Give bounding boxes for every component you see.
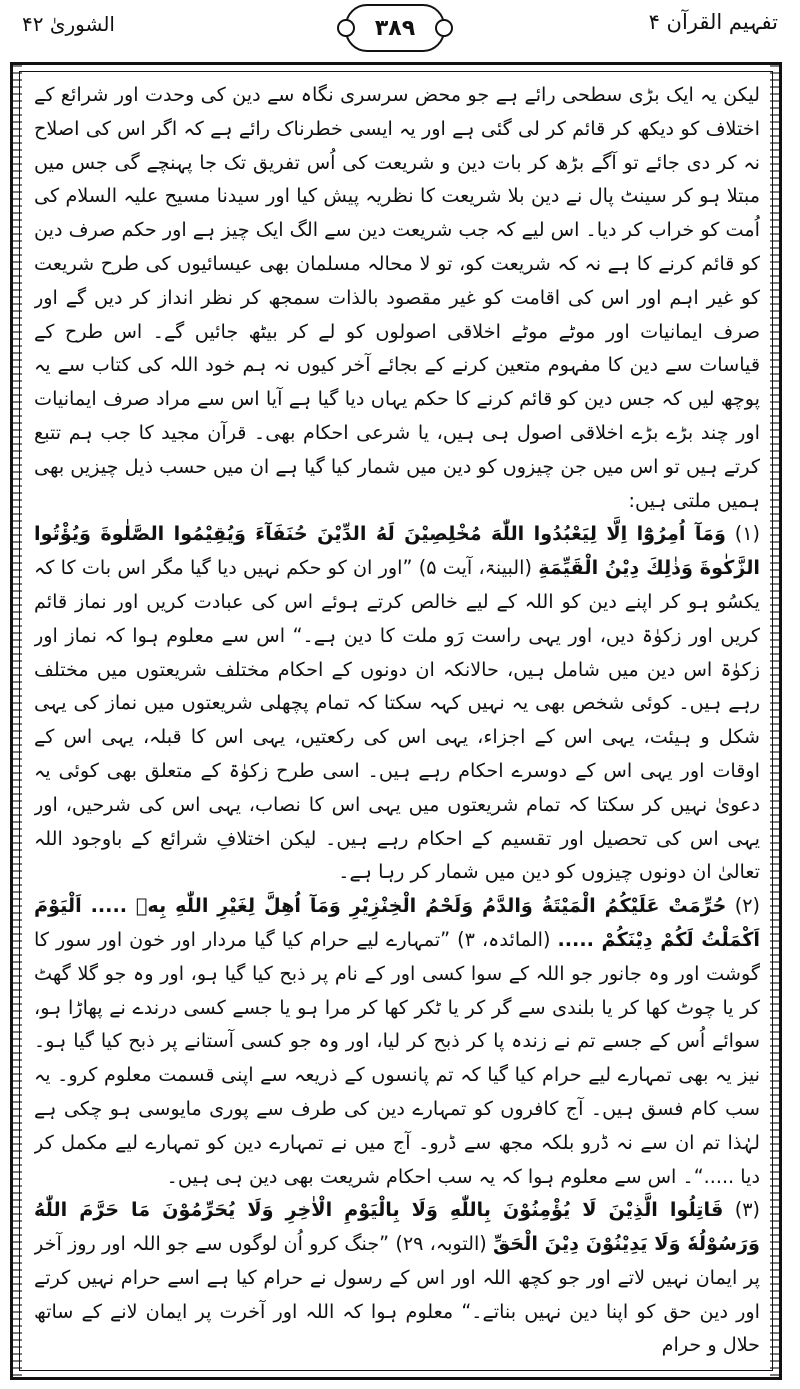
verse-block-1 <box>34 517 760 889</box>
verse-number: (۳) <box>734 1198 760 1222</box>
verse-reference: (المائدہ، ۳) <box>457 927 551 951</box>
page-header <box>0 0 800 62</box>
arabic-verse: وَمَآ اُمِرُوْٓا اِلَّا لِيَعْبُدُوا اللّٰهَ مُخْلِصِيْنَ لَهُ الدِّيْنَ حُنَفَآءَ وَيُقِيْمُوا الصَّلٰوةَ وَيُؤْتُوا الزَّكٰوةَ وَذٰلِكَ دِيْنُ الْقَيِّمَةِ <box>34 522 760 580</box>
verse-number: (۲) <box>734 894 760 918</box>
page-number-badge: ۳۸۹ <box>345 4 445 52</box>
arabic-verse: قَاتِلُوا الَّذِيْنَ لَا يُؤْمِنُوْنَ بِاللّٰهِ وَلَا بِالْيَوْمِ الْاٰخِرِ وَلَا يُحَرِّمُوْنَ مَا حَرَّمَ اللّٰهُ وَرَسُوْلُهٗ وَلَا يَدِيْنُوْنَ دِيْنَ الْحَقِّ <box>34 1198 760 1256</box>
verse-reference: (التوبہ، ۲۹) <box>395 1232 487 1256</box>
verse-block-2 <box>34 889 760 1193</box>
verse-translation: ”جنگ کرو اُن لوگوں سے جو اللہ اور روز آخر پر ایمان نہیں لاتے اور جو کچھ اللہ اور اس کے رسول نے حرام کیا ہے اسے حرام نہیں کرتے اور دین حق کو اپنا دین نہیں بناتے۔“ معلوم ہوا کہ اللہ اور آخرت پر ایمان لانے کے ساتھ حلال و حرام <box>34 1232 760 1357</box>
arabic-verse: حُرِّمَتْ عَلَيْكُمُ الْمَيْتَةُ وَالدَّمُ وَلَحْمُ الْخِنْزِيْرِ وَمَآ اُهِلَّ لِغَيْرِ اللّٰهِ بِهٖ ..... اَلْيَوْمَ اَكْمَلْتُ لَكُمْ دِيْنَكُمْ ..... <box>34 894 760 951</box>
verse-number: (۱) <box>734 522 760 546</box>
verse-translation: ”تمہارے لیے حرام کیا گیا مردار اور خون اور سور کا گوشت اور وہ جانور جو اللہ کے سوا کسی اور کے نام پر ذبح کیا گیا ہو، اور وہ جو گلا گھٹ کر یا چوٹ کھا کر یا بلندی سے گر کر یا ٹکر کھا کر مرا ہو یا جسے کسی درندے نے پھاڑا ہو، سوائے اُس کے جسے تم نے زندہ پا کر ذبح کر لیا، اور وہ جو کسی آستانے پر ذبح کیا گیا ہو۔ نیز یہ بھی تمہارے لیے حرام کیا گیا کہ تم پانسوں کے ذریعہ سے اپنی قسمت معلوم کرو۔ یہ سب کام فسق ہیں۔ آج کافروں کو تمہارے دین کی طرف سے پوری مایوسی ہو چکی ہے لہٰذا تم ان سے نہ ڈرو بلکہ مجھ سے ڈرو۔ آج میں نے تمہارے دین کو تمہارے لیے مکمل کر دیا .....“۔ اس سے معلوم ہوا کہ یہ سب احکام شریعت بھی دین ہی ہیں۔ <box>34 927 760 1188</box>
book-title: تفہیم القرآن ۴ <box>648 10 778 34</box>
verse-translation: ”اور ان کو حکم نہیں دیا گیا مگر اس بات کا کہ یکسُو ہو کر اپنے دین کو اللہ کے لیے خالص کرتے ہوئے اس کی عبادت کریں اور نماز قائم کریں اور زکوٰۃ دیں، اور یہی راست رَو ملت کا دین ہے۔“ اس سے معلوم ہوا کہ نماز اور زکوٰۃ اس دین میں شامل ہیں، حالانکہ ان دونوں کے احکام مختلف شریعتوں میں مختلف رہے ہیں۔ کوئی شخص بھی یہ نہیں کہہ سکتا کہ تمام پچھلی شریعتوں میں نماز کی یہی شکل و ہیئت، یہی اس کے اجزاء، یہی اس کی رکعتیں، یہی اس کا قبلہ، یہی اس کے اوقات اور یہی اس کے دوسرے احکام رہے ہیں۔ اسی طرح زکوٰۃ کے متعلق بھی کوئی یہ دعویٰ نہیں کر سکتا کہ تمام شریعتوں میں یہی اس کا نصاب، یہی اس کی شرحیں، اور یہی اس کی تحصیل اور تقسیم کے احکام رہے ہیں۔ لیکن اختلافِ شرائع کے باوجود اللہ تعالیٰ ان دونوں چیزوں کو دین میں شمار کر رہا ہے۔ <box>34 556 760 884</box>
intro-paragraph: لیکن یہ ایک بڑی سطحی رائے ہے جو محض سرسری نگاہ سے دین کی وحدت اور شرائع کے اختلاف کو دیکھ کر قائم کر لی گئی ہے اور یہ ایسی خطرناک رائے ہے کہ اگر اس کی اصلاح نہ کر دی جائے تو آگے بڑھ کر بات دین و شریعت کی اُس تفریق تک جا پہنچے گی جس میں مبتلا ہو کر سینٹ پال نے دین بلا شریعت کا نظریہ پیش کیا اور سیدنا مسیح علیہ السلام کی اُمت کو خراب کر دیا۔ اس لیے کہ جب شریعت دین سے الگ ایک چیز ہے اور حکم صرف دین کو قائم کرنے کا ہے نہ کہ شریعت کو، تو لا محالہ مسلمان بھی عیسائیوں کی طرح شریعت کو غیر اہم اور اس کی اقامت کو غیر مقصود بالذات سمجھ کر نظر انداز کر دیں گے اور صرف ایمانیات اور موٹے موٹے اخلاقی اصولوں کو لے کر بیٹھ جائیں گے۔ اس طرح کے قیاسات سے دین کا مفہوم متعین کرنے کے بجائے آخر کیوں نہ ہم خود اللہ کی کتاب سے یہ پوچھ لیں کہ جس دین کو قائم کرنے کا حکم یہاں دیا گیا ہے آیا اس سے مراد صرف ایمانیات اور چند بڑے بڑے اخلاقی اصول ہی ہیں، یا شرعی احکام بھی۔ قرآن مجید کا جب ہم تتبع کرتے ہیں تو اس میں جن چیزوں کو دین میں شمار کیا گیا ہے ان میں حسب ذیل چیزیں بھی ہمیں ملتی ہیں: <box>34 83 760 512</box>
verse-block-3 <box>34 1193 760 1362</box>
surah-name: الشوریٰ ۴۲ <box>22 12 115 36</box>
page-content <box>34 78 760 1368</box>
verse-reference: (البینۃ، آیت ۵) <box>418 556 532 580</box>
